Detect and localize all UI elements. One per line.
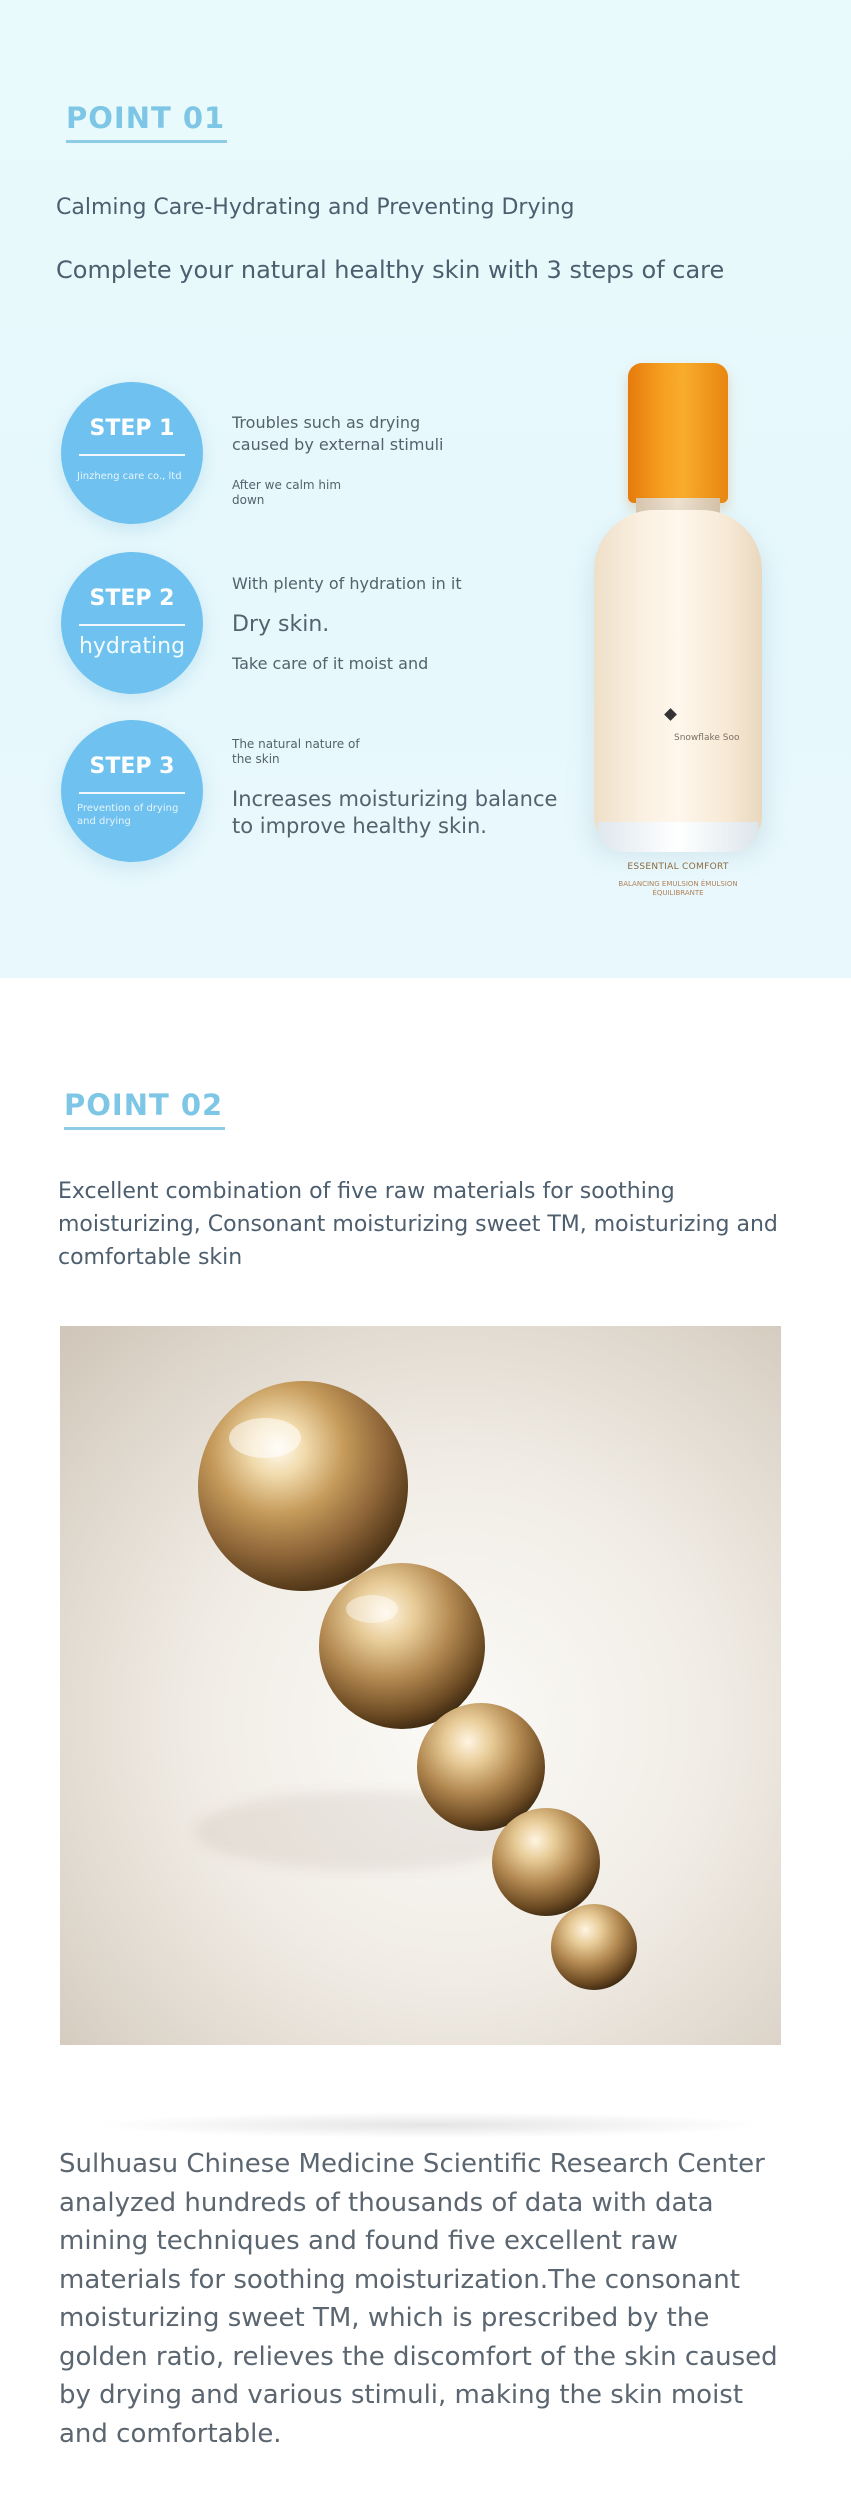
step-3-label: STEP 3: [89, 754, 175, 779]
golden-spheres-illustration: [60, 1326, 781, 2045]
brand-mark-icon: [664, 708, 677, 721]
sphere-4: [492, 1808, 600, 1916]
step-1-label: STEP 1: [89, 416, 175, 441]
point-02-title: POINT 02: [64, 1088, 224, 1122]
bottle-product-desc: BALANCING EMULSION ÉMULSION ÉQUILIBRANTE: [618, 880, 738, 897]
sphere-2-highlight: [346, 1595, 398, 1623]
step-1-tag: Jinzheng care co., ltd: [77, 471, 182, 482]
golden-spheres-image: [60, 1326, 781, 2045]
step-2-text-3: Take care of it moist and: [232, 654, 429, 673]
step-1-divider: [79, 454, 185, 456]
bottle-body: [594, 510, 762, 897]
sphere-3: [417, 1703, 545, 1831]
product-bottle-image: [588, 360, 768, 897]
sphere-2: [319, 1563, 485, 1729]
step-2-text-1: With plenty of hydration in it: [232, 574, 462, 593]
step-3-tag: Prevention of drying and drying: [77, 803, 179, 827]
step-2-label: STEP 2: [89, 586, 175, 611]
point-02-body: Sulhuasu Chinese Medicine Scientific Research Center analyzed hundreds of thousands of data with data mining techniques and found five excellent raw materials for soothing moisturization.The consonant moisturizing sweet TM, which is prescribed by the golden ratio, relieves the discomfort of the skin caused by drying and various stimuli, making the skin moist and comfortable.: [59, 2149, 778, 2449]
step-3-divider: [79, 792, 185, 794]
image-shadow-divider: [90, 2112, 770, 2138]
step-1-badge: [61, 382, 203, 524]
bottle-base: [598, 822, 758, 852]
step-3-badge: [61, 720, 203, 862]
step-1-text-2: After we calm him down: [232, 478, 342, 507]
step-3-text-1: The natural nature of the skin: [232, 737, 360, 766]
point-01-title: POINT 01: [66, 101, 226, 135]
step-2-badge: [61, 552, 203, 694]
bottle-cap: [628, 363, 728, 503]
step-1-text-1: Troubles such as drying caused by external stimuli: [232, 413, 444, 454]
point-01-subtitle: Calming Care-Hydrating and Preventing Drying: [56, 195, 575, 220]
point-01-tagline: Complete your natural healthy skin with 3 steps of care: [56, 256, 725, 284]
step-2-tag: hydrating: [78, 634, 186, 659]
point-02-description: Excellent combination of five raw materials for soothing moisturizing, Consonant moisturizing sweet TM, moisturizing and comfortable skin: [58, 1179, 778, 1270]
step-3-text-2: Increases moisturizing balance to improve healthy skin.: [232, 787, 558, 838]
step-2-divider: [79, 624, 185, 626]
point-01-section: [0, 0, 851, 978]
sphere-1-highlight: [229, 1418, 301, 1458]
sphere-1: [198, 1381, 408, 1591]
bottle-small-text: Snowflake Soo: [674, 733, 740, 743]
sphere-5: [551, 1904, 637, 1990]
bottle-product-line: ESSENTIAL COMFORT: [627, 862, 729, 872]
step-2-text-2: Dry skin.: [232, 612, 330, 637]
